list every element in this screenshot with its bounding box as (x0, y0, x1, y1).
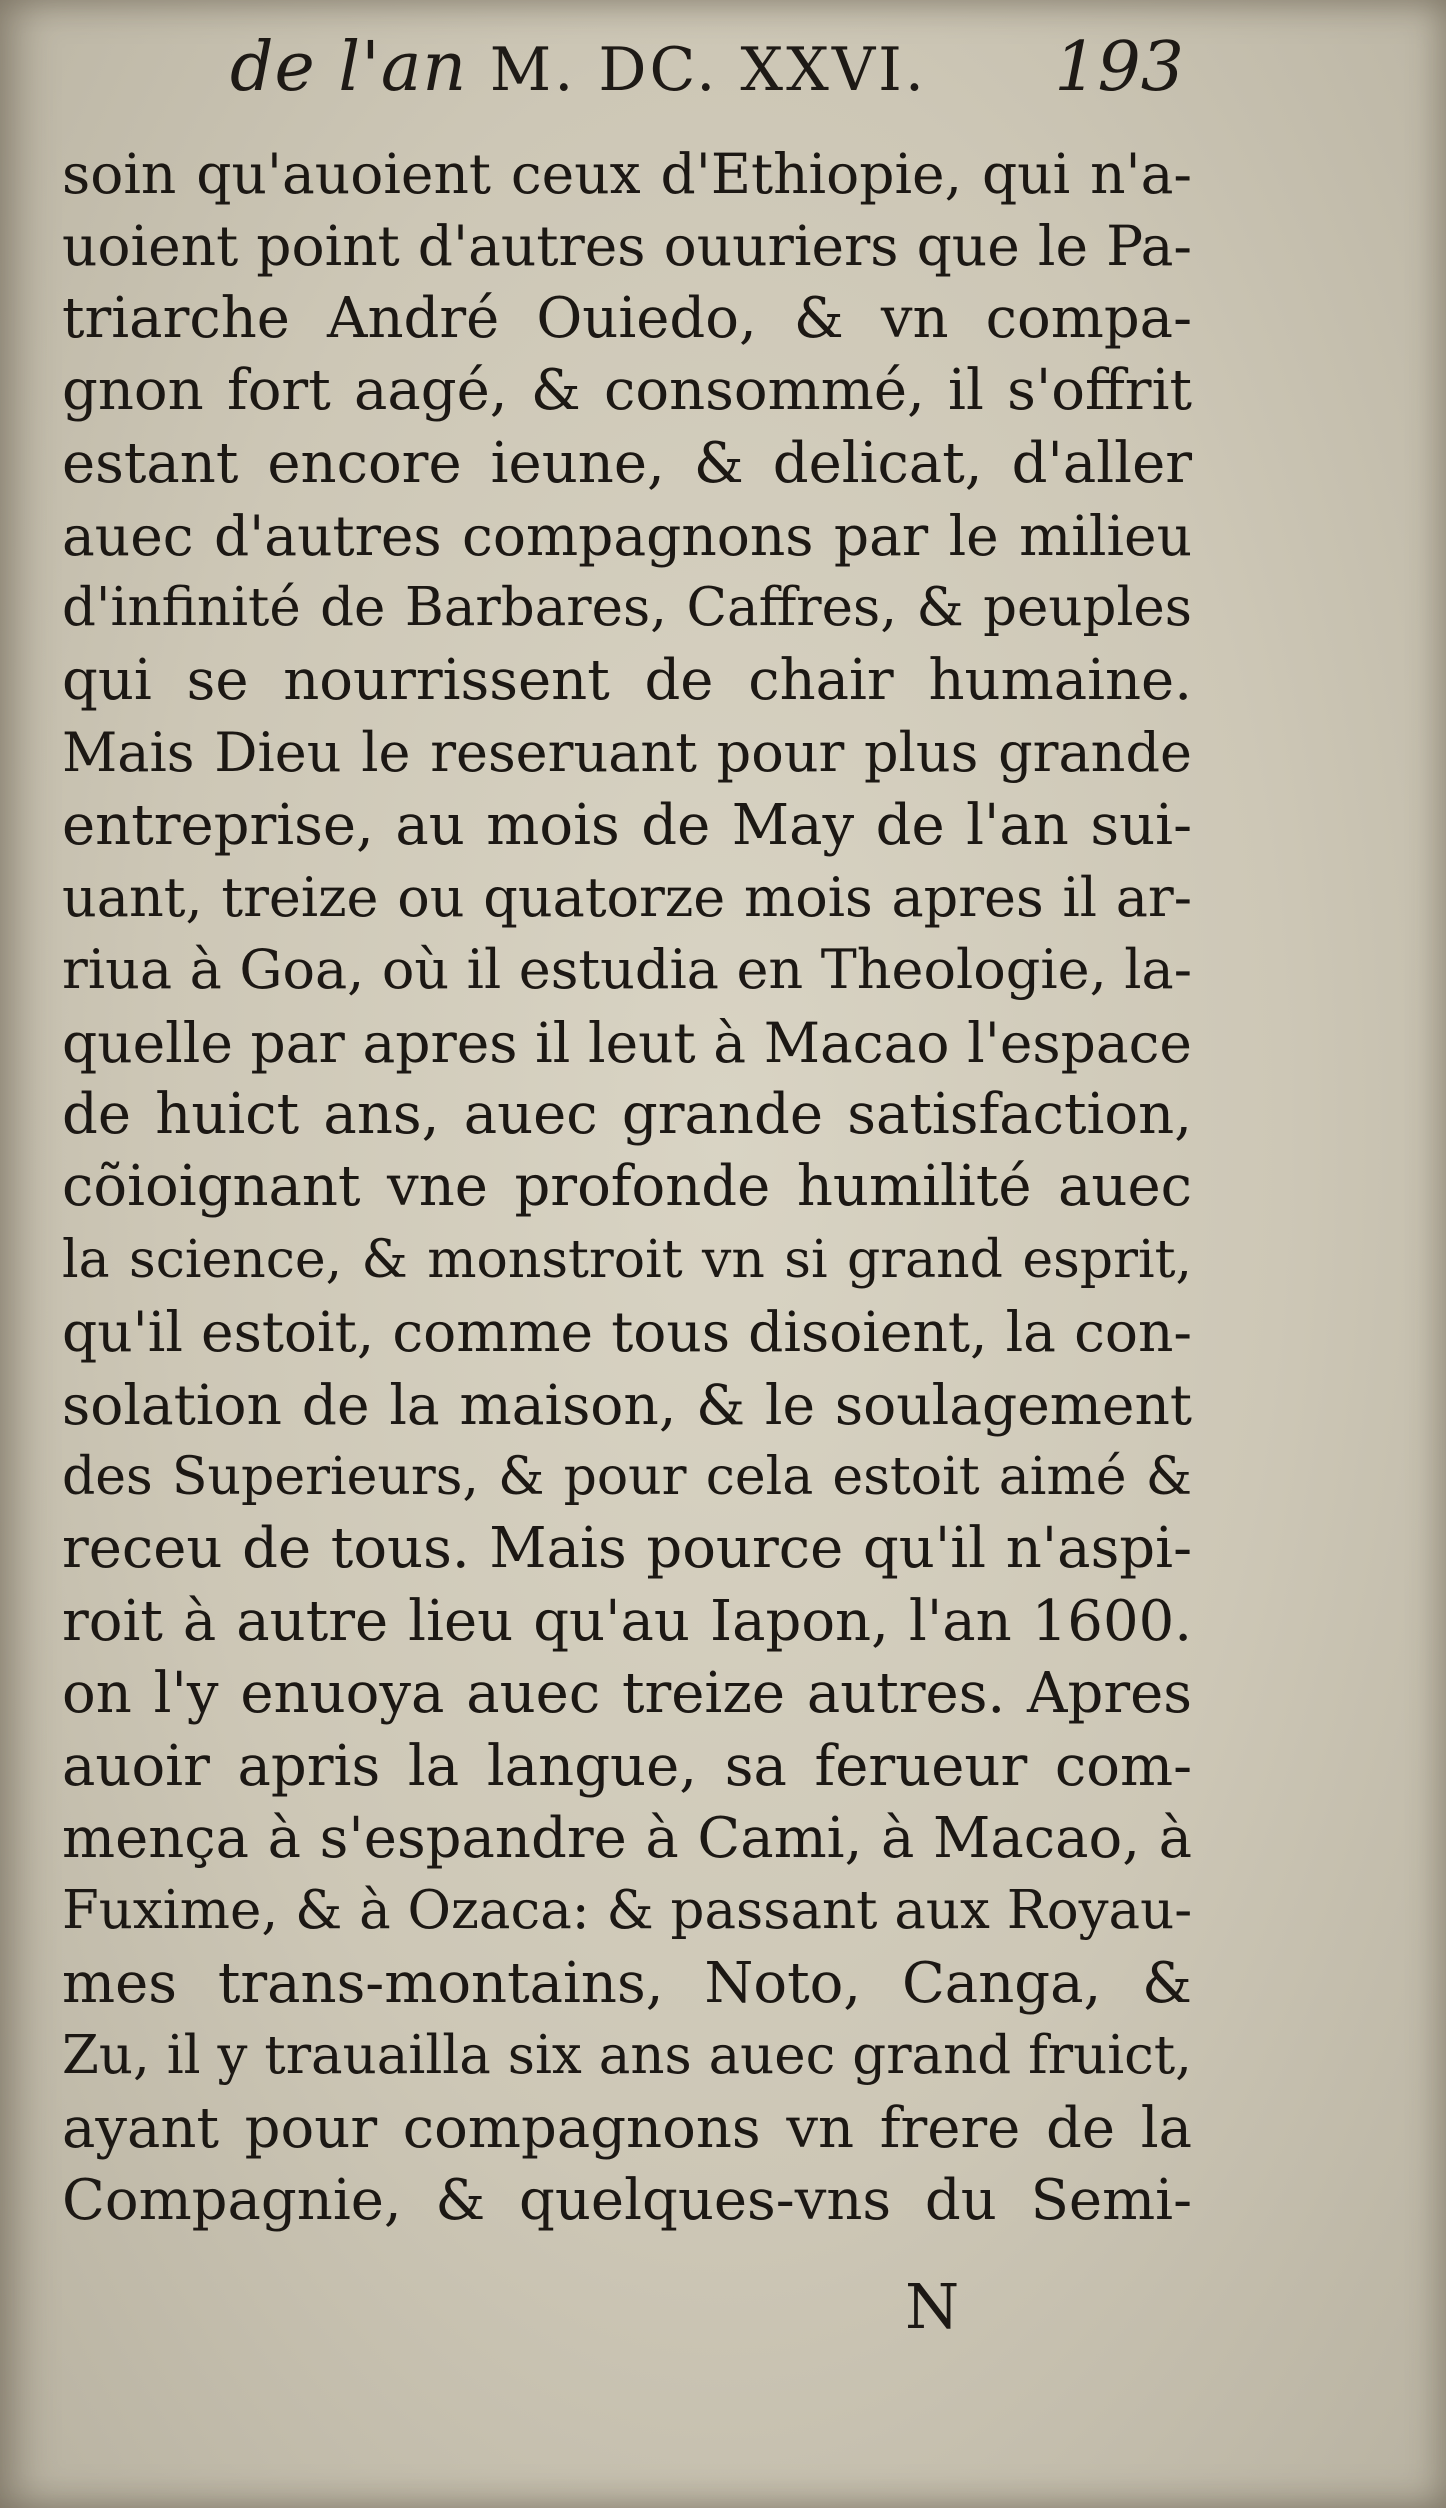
text-line: riua à Goa, où il estudia en Theologie, la- (62, 938, 1192, 1002)
text-line: qui se nourrissent de chair humaine. (62, 647, 1192, 713)
text-line: quelle par apres il leut à Macao l'espace (62, 1010, 1192, 1075)
text-line: receu de tous. Mais pource qu'il n'aspi- (62, 1516, 1192, 1582)
text-line: Zu, il y trauailla six ans auec grand fruict, (62, 2025, 1192, 2087)
text-line: triarche André Ouiedo, & vn compa- (62, 285, 1192, 351)
text-line: roit à autre lieu qu'au Iapon, l'an 1600. (62, 1588, 1192, 1654)
text-line: mes trans-montains, Noto, Canga, & (62, 1950, 1192, 2016)
text-line: ayant pour compagnons vn frere de la (62, 2095, 1192, 2161)
page-header (0, 28, 1446, 118)
text-line: auec d'autres compagnons par le milieu (62, 503, 1192, 568)
text-line: soin qu'auoient ceux d'Ethiopie, qui n'a- (62, 142, 1192, 206)
text-line: cõioignant vne profonde humilité auec (62, 1154, 1192, 1220)
text-line: qu'il estoit, comme tous disoient, la con- (62, 1300, 1192, 1365)
text-line: uoient point d'autres ouuriers que le Pa- (62, 214, 1192, 279)
text-line: Mais Dieu le reseruant pour plus grande (62, 721, 1192, 785)
running-head-year: M. DC. XXVI. (489, 35, 927, 105)
catchword: N (905, 2270, 960, 2343)
text-line: d'infinité de Barbares, Caffres, & peuples (62, 577, 1192, 639)
text-line: solation de la maison, & le soulagement (62, 1372, 1192, 1437)
body-text (62, 138, 1192, 2237)
text-line: mença à s'espandre à Cami, à Macao, à (62, 1805, 1192, 1871)
text-line: Fuxime, & à Ozaca: & passant aux Royau- (62, 1880, 1193, 1942)
text-line: uant, treize ou quatorze mois apres il ar- (62, 865, 1192, 929)
text-line: on l'y enuoya auec treize autres. Apres (62, 1661, 1192, 1727)
text-line: de huict ans, auec grande satisfaction, (62, 1082, 1192, 1148)
text-line: gnon fort aagé, & consommé, il s'offrit (62, 358, 1192, 424)
text-line: des Superieurs, & pour cela estoit aimé & (62, 1447, 1192, 1508)
running-head-italic: de l'an (230, 28, 468, 107)
text-line: estant encore ieune, & delicat, d'aller (62, 430, 1192, 496)
text-line: Compagnie, & quelques-vns du Semi- (62, 2167, 1192, 2233)
text-line: auoir apris la langue, sa ferueur com- (62, 1733, 1192, 1799)
text-line: entreprise, au mois de May de l'an sui- (62, 792, 1192, 858)
running-head (230, 28, 927, 107)
page-number: 193 (1054, 28, 1184, 107)
text-line: la science, & monstroit vn si grand esprit, (62, 1229, 1192, 1290)
